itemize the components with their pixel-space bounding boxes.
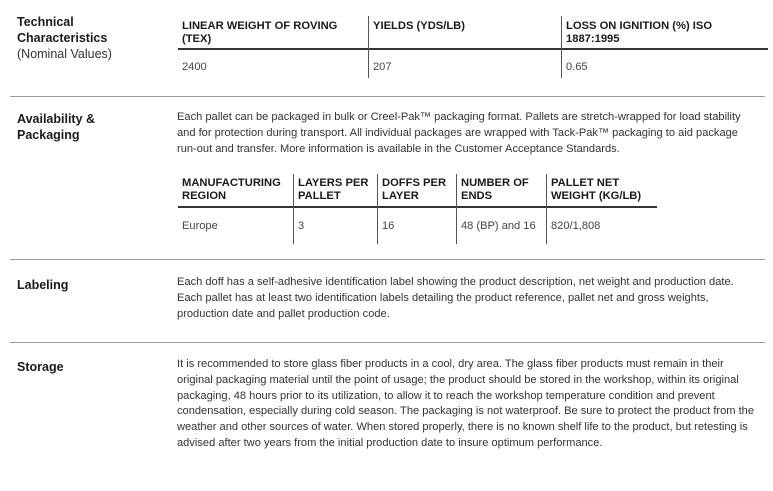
- storage-paragraph: It is recommended to store glass fiber products in a cool, dry area. The glass fiber products must remain in their original packaging material until the point of usage; the product should be stored in the workshop, within its original packaging, 48 hours prior to its utilization, to allow it to reach the workshop temperature condition and prevent condensation, especially during cold season. The packaging is not waterproof. Be sure to protect the product from the weather and other sources of water. When stored properly, there is no known shelf life to the product, but retesting is advised after two years from the initial production date to insure optimum performance.: [177, 358, 755, 449]
- header-pallet-net-weight: [551, 177, 641, 203]
- header-manufacturing-line1: MANUFACTURING: [182, 177, 281, 189]
- section-divider: [10, 259, 765, 260]
- cell-layers: 3: [298, 220, 305, 232]
- header-ends-line1: NUMBER OF: [461, 177, 529, 189]
- section-divider: [10, 342, 765, 343]
- availability-section-title: [17, 111, 95, 143]
- technical-subtitle: (Nominal Values): [17, 47, 112, 61]
- header-doffs-per-layer: [382, 177, 446, 203]
- availability-title-line1: Availability &: [17, 112, 96, 126]
- header-doffs-line1: DOFFS PER: [382, 177, 447, 189]
- technical-section-title: [17, 14, 112, 62]
- header-loss-on-ignition: [566, 20, 712, 46]
- header-linear-weight-line2: (TEX): [182, 33, 212, 45]
- cell-region: Europe: [182, 220, 218, 232]
- technical-header-underline: [178, 48, 768, 50]
- header-linear-weight: [182, 20, 337, 46]
- header-layers-per-pallet: [298, 177, 368, 203]
- header-yields: YIELDS (YDS/LB): [373, 20, 465, 32]
- labeling-paragraph: Each doff has a self-adhesive identification label showing the product description, net weight and production date. Each pallet has at least two identification labels detailing the product reference, pallet net and gross weights, production date and pallet production code.: [177, 276, 734, 320]
- header-loss-line2: 1887:1995: [566, 33, 620, 45]
- availability-paragraph: Each pallet can be packaged in bulk or Creel-Pak™ packaging format. Pallets are stretch-wrapped for load stability and for protection during transport. All individual packages are wrapped with Tack-Pak™ packaging to aid package run-out and transfer. More information is available in the Customer Acceptance Standards.: [177, 111, 741, 155]
- cell-ends: 48 (BP) and 16: [461, 220, 536, 232]
- header-ends-line2: ENDS: [461, 190, 493, 202]
- header-layers-line2: PALLET: [298, 190, 341, 202]
- header-linear-weight-line1: LINEAR WEIGHT OF ROVING: [182, 20, 338, 32]
- value-loss-on-ignition: 0.65: [566, 61, 588, 73]
- technical-col-divider: [368, 16, 369, 78]
- packaging-col-divider: [293, 174, 294, 244]
- technical-title-line1: Technical: [17, 15, 74, 29]
- header-manufacturing-line2: REGION: [182, 190, 227, 202]
- value-yields: 207: [373, 61, 392, 73]
- cell-doffs: 16: [382, 220, 395, 232]
- packaging-col-divider: [546, 174, 547, 244]
- section-divider: [10, 96, 765, 97]
- technical-col-divider: [561, 16, 562, 78]
- header-weight-line2: WEIGHT (KG/LB): [551, 190, 642, 202]
- packaging-col-divider: [377, 174, 378, 244]
- packaging-col-divider: [456, 174, 457, 244]
- cell-weight: 820/1,808: [551, 220, 601, 232]
- storage-section-title: Storage: [17, 360, 64, 374]
- header-layers-line1: LAYERS PER: [298, 177, 369, 189]
- value-linear-weight: 2400: [182, 61, 207, 73]
- header-loss-line1: LOSS ON IGNITION (%) ISO: [566, 20, 713, 32]
- availability-title-line2: Packaging: [17, 128, 80, 142]
- labeling-section-title: Labeling: [17, 278, 69, 292]
- technical-title-line2: Characteristics: [17, 31, 108, 45]
- header-manufacturing-region: [182, 177, 281, 203]
- packaging-header-underline: [178, 206, 657, 208]
- header-number-of-ends: [461, 177, 529, 203]
- header-weight-line1: PALLET NET: [551, 177, 620, 189]
- header-doffs-line2: LAYER: [382, 190, 419, 202]
